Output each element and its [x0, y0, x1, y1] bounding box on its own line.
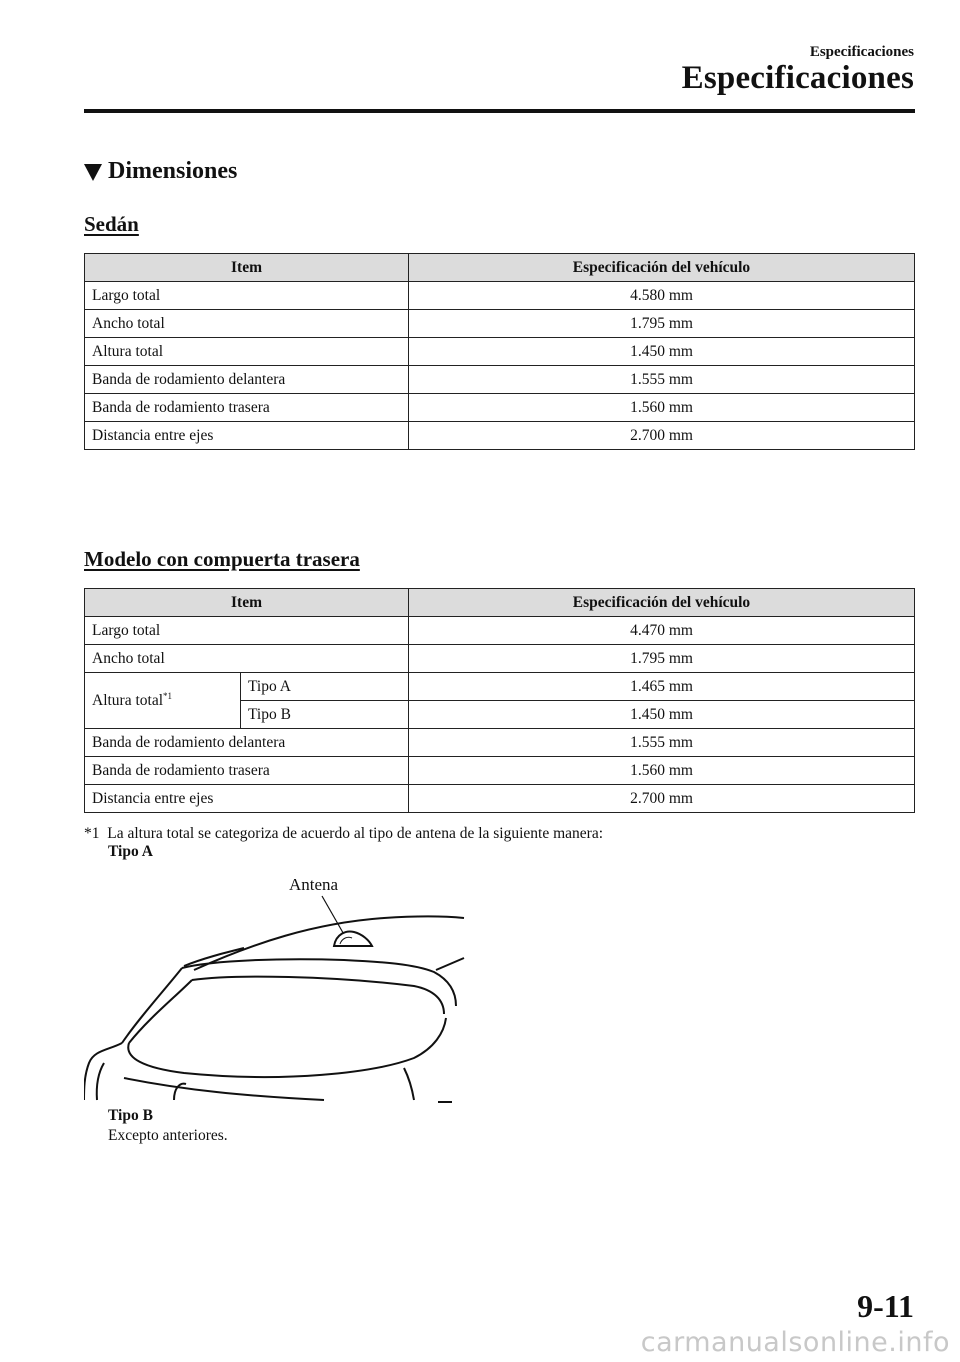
table-row — [85, 757, 915, 785]
row-value: 1.795 mm — [409, 645, 915, 673]
footnote-marker: *1 — [84, 825, 100, 842]
row-value: 1.450 mm — [409, 701, 915, 729]
table-row — [85, 422, 915, 450]
row-value: 4.470 mm — [409, 617, 915, 645]
row-item — [85, 673, 241, 729]
antenna-callout-label: Antena — [289, 875, 339, 894]
row-value: 1.450 mm — [409, 338, 915, 366]
watermark: carmanualsonline.info — [640, 1327, 950, 1358]
altura-label: Altura total — [92, 692, 164, 710]
hatch-table — [84, 588, 915, 813]
header-rule — [84, 109, 915, 113]
col-item-header: Item — [85, 254, 409, 282]
triangle-bullet-icon — [84, 164, 102, 181]
antenna-illustration — [84, 868, 474, 1108]
row-value: 1.795 mm — [409, 310, 915, 338]
hatch-title: Modelo con compuerta trasera — [84, 547, 360, 571]
row-item: Ancho total — [85, 645, 409, 673]
row-value: 4.580 mm — [409, 282, 915, 310]
row-item: Ancho total — [85, 310, 409, 338]
row-item: Banda de rodamiento delantera — [85, 729, 409, 757]
footnote-text: La altura total se categoriza de acuerdo al tipo de antena de la siguiente manera: — [107, 825, 604, 842]
table-row — [85, 645, 915, 673]
table-row — [85, 282, 915, 310]
row-value: 1.560 mm — [409, 394, 915, 422]
chapter-header-small: Especificaciones — [809, 44, 914, 60]
table-row — [85, 394, 915, 422]
table-header-row — [85, 254, 915, 282]
col-item-header: Item — [85, 589, 409, 617]
row-value: 1.555 mm — [409, 366, 915, 394]
table-row — [85, 673, 915, 701]
row-value: 1.555 mm — [409, 729, 915, 757]
row-item: Altura total — [85, 338, 409, 366]
table-row — [85, 366, 915, 394]
chapter-header-title: Especificaciones — [681, 60, 914, 96]
footnote — [84, 825, 603, 861]
row-subitem: Tipo B — [241, 701, 409, 729]
page-number: 9-11 — [857, 1288, 914, 1324]
section-title-text: Dimensiones — [108, 158, 238, 184]
col-spec-header: Especificación del vehículo — [409, 254, 915, 282]
row-subitem: Tipo A — [241, 673, 409, 701]
row-item: Largo total — [85, 282, 409, 310]
tipo-b-block — [108, 1106, 228, 1146]
footnote-ref: *1 — [163, 690, 173, 701]
row-item: Largo total — [85, 617, 409, 645]
table-row — [85, 310, 915, 338]
sedan-title: Sedán — [84, 212, 139, 236]
row-value: 2.700 mm — [409, 422, 915, 450]
row-value: 1.465 mm — [409, 673, 915, 701]
section-title — [84, 158, 237, 185]
tipo-a-label: Tipo A — [108, 843, 153, 860]
row-item: Banda de rodamiento trasera — [85, 757, 409, 785]
table-row — [85, 785, 915, 813]
sedan-table — [84, 253, 915, 450]
tipo-b-label: Tipo B — [108, 1107, 153, 1124]
table-header-row — [85, 589, 915, 617]
row-item: Banda de rodamiento trasera — [85, 394, 409, 422]
tipo-b-text: Excepto anteriores. — [108, 1127, 228, 1144]
row-value: 1.560 mm — [409, 757, 915, 785]
footnote-line — [84, 825, 603, 843]
row-item: Distancia entre ejes — [85, 422, 409, 450]
table-row — [85, 617, 915, 645]
row-value: 2.700 mm — [409, 785, 915, 813]
table-row — [85, 729, 915, 757]
row-item: Distancia entre ejes — [85, 785, 409, 813]
row-item: Banda de rodamiento delantera — [85, 366, 409, 394]
table-row — [85, 338, 915, 366]
col-spec-header: Especificación del vehículo — [409, 589, 915, 617]
